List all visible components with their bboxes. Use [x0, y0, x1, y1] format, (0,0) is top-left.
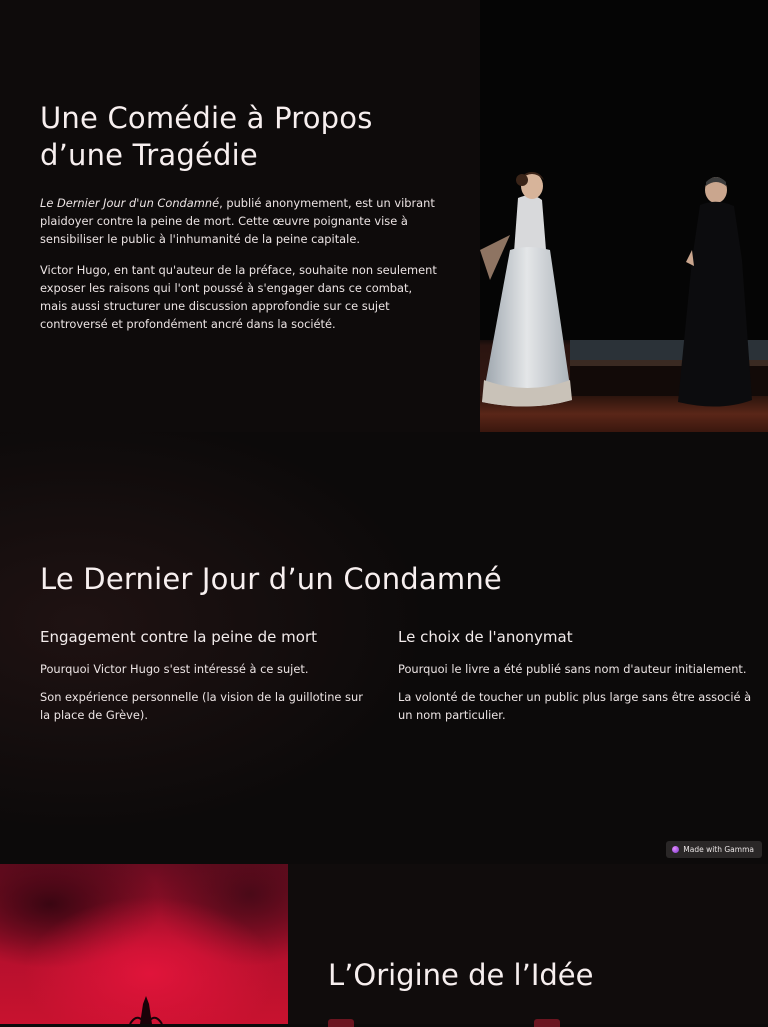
intro-title: [40, 100, 440, 174]
engagement-heading: Engagement contre la peine de mort: [40, 628, 317, 646]
engagement-paragraph-1: Pourquoi Victor Hugo s'est intéressé à ce sujet.: [40, 662, 309, 676]
made-with-gamma-badge[interactable]: [666, 841, 762, 858]
slide-origin: [0, 864, 768, 1024]
gamma-logo-icon: [672, 846, 679, 853]
engagement-paragraph-2: Son expérience personnelle (la vision de la guillotine sur la place de Grève).: [40, 690, 363, 722]
anonymity-paragraph-2: La volonté de toucher un public plus large sans être associé à un nom particulier.: [398, 690, 752, 722]
theater-stage-image: [480, 0, 768, 432]
overview-title: Le Dernier Jour d’un Condamné: [40, 562, 502, 596]
column-engagement: [40, 628, 370, 724]
book-title-italic: Le Dernier Jour d'un Condamné: [40, 196, 220, 210]
intro-paragraph-2: Victor Hugo, en tant qu'auteur de la préface, souhaite non seulement exposer les raisons qui l'ont poussé à s'engager dans ce combat, mais aussi structurer une discussion approfondie sur ce sujet controversé et profondément ancré dans la société.: [40, 263, 437, 331]
origin-card-tab-1: [328, 1019, 354, 1027]
stage-illustration: [480, 0, 768, 432]
anonymity-heading: Le choix de l'anonymat: [398, 628, 573, 646]
origin-card-tab-2: [534, 1019, 560, 1027]
intro-text-block: [40, 100, 440, 333]
anonymity-paragraph-1: Pourquoi le livre a été publié sans nom d'auteur initialement.: [398, 662, 747, 676]
intro-title-line1: Une Comédie à Propos: [40, 101, 373, 135]
intro-title-line2: d’une Tragédie: [40, 138, 258, 172]
intro-paragraph-1-text: , publié anonymement, est un vibrant plaidoyer contre la peine de mort. Cette œuvre poignante vise à sensibiliser le public à l'inhumanité de la peine capitale.: [40, 196, 435, 246]
slide-overview: [0, 432, 768, 864]
column-anonymity: [398, 628, 758, 724]
guillotine-silhouette: [0, 864, 288, 1024]
intro-paragraph-1: [40, 194, 440, 248]
red-sky-image: [0, 864, 288, 1024]
origin-title: L’Origine de l’Idée: [328, 958, 594, 992]
slide-intro: [0, 0, 768, 432]
badge-label: Made with Gamma: [683, 845, 754, 854]
